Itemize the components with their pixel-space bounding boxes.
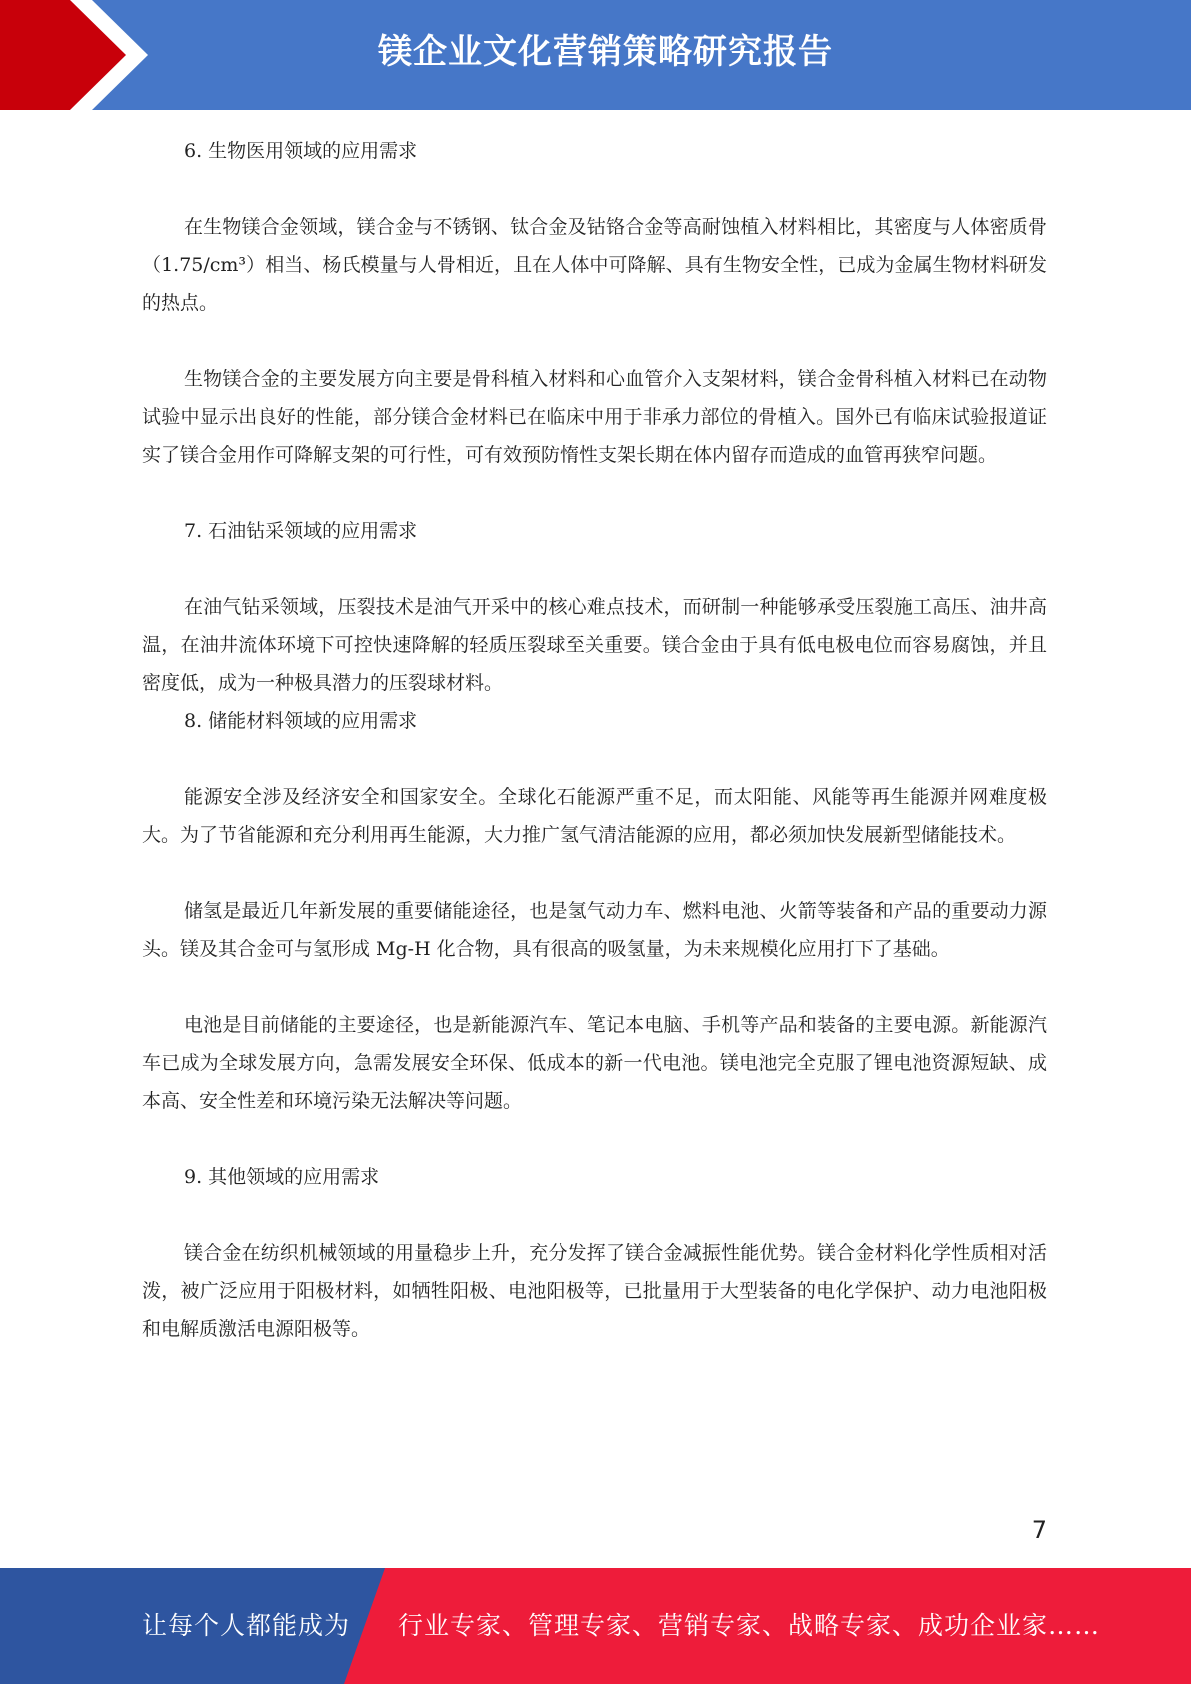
section-heading-7: 7. 石油钻采领域的应用需求 <box>184 520 418 542</box>
paragraph: 能源安全涉及经济安全和国家安全。全球化石能源严重不足，而太阳能、风能等再生能源并网难度极大。为了节省能源和充分利用再生能源，大力推广氢气清洁能源的应用，都必须加快发展新型储能技术。 <box>142 786 1047 846</box>
footer-slogan-list: 行业专家、管理专家、营销专家、战略专家、成功企业家…… <box>398 1611 1101 1640</box>
paragraph: 在生物镁合金领域，镁合金与不锈钢、钛合金及钴铬合金等高耐蚀植入材料相比，其密度与人体密质骨（1.75/cm³）相当、杨氏模量与人骨相近，且在人体中可降解、具有生物安全性，已成为金属生物材料研发的热点。 <box>142 216 1047 314</box>
section-heading-6: 6. 生物医用领域的应用需求 <box>184 140 418 162</box>
paragraph: 镁合金在纺织机械领域的用量稳步上升，充分发挥了镁合金减振性能优势。镁合金材料化学性质相对活泼，被广泛应用于阳极材料，如牺牲阳极、电池阳极等，已批量用于大型装备的电化学保护、动力电池阳极和电解质激活电源阳极等。 <box>142 1242 1047 1340</box>
section-heading-9: 9. 其他领域的应用需求 <box>184 1166 380 1188</box>
section-heading-8: 8. 储能材料领域的应用需求 <box>184 710 418 732</box>
paragraph: 储氢是最近几年新发展的重要储能途径，也是氢气动力车、燃料电池、火箭等装备和产品的重要动力源头。镁及其合金可与氢形成 Mg-H 化合物，具有很高的吸氢量，为未来规模化应用打下了基础。 <box>142 900 1047 960</box>
paragraph: 电池是目前储能的主要途径，也是新能源汽车、笔记本电脑、手机等产品和装备的主要电源。新能源汽车已成为全球发展方向，急需发展安全环保、低成本的新一代电池。镁电池完全克服了锂电池资源短缺、成本高、安全性差和环境污染无法解决等问题。 <box>142 1014 1047 1112</box>
page-footer <box>0 1568 1191 1684</box>
footer-slogan-lead: 让每个人都能成为 <box>142 1611 351 1640</box>
page-header <box>0 0 1191 110</box>
page-number: 7 <box>1031 1516 1047 1544</box>
document-body <box>142 132 1047 1348</box>
paragraph: 生物镁合金的主要发展方向主要是骨科植入材料和心血管介入支架材料，镁合金骨科植入材料已在动物试验中显示出良好的性能，部分镁合金材料已在临床中用于非承力部位的骨植入。国外已有临床试验报道证实了镁合金用作可降解支架的可行性，可有效预防惰性支架长期在体内留存而造成的血管再狭窄问题。 <box>142 368 1047 466</box>
paragraph: 在油气钻采领域，压裂技术是油气开采中的核心难点技术，而研制一种能够承受压裂施工高压、油井高温，在油井流体环境下可控快速降解的轻质压裂球至关重要。镁合金由于具有低电极电位而容易腐蚀，并且密度低，成为一种极具潜力的压裂球材料。 <box>142 596 1047 694</box>
report-title: 镁企业文化营销策略研究报告 <box>378 32 833 72</box>
